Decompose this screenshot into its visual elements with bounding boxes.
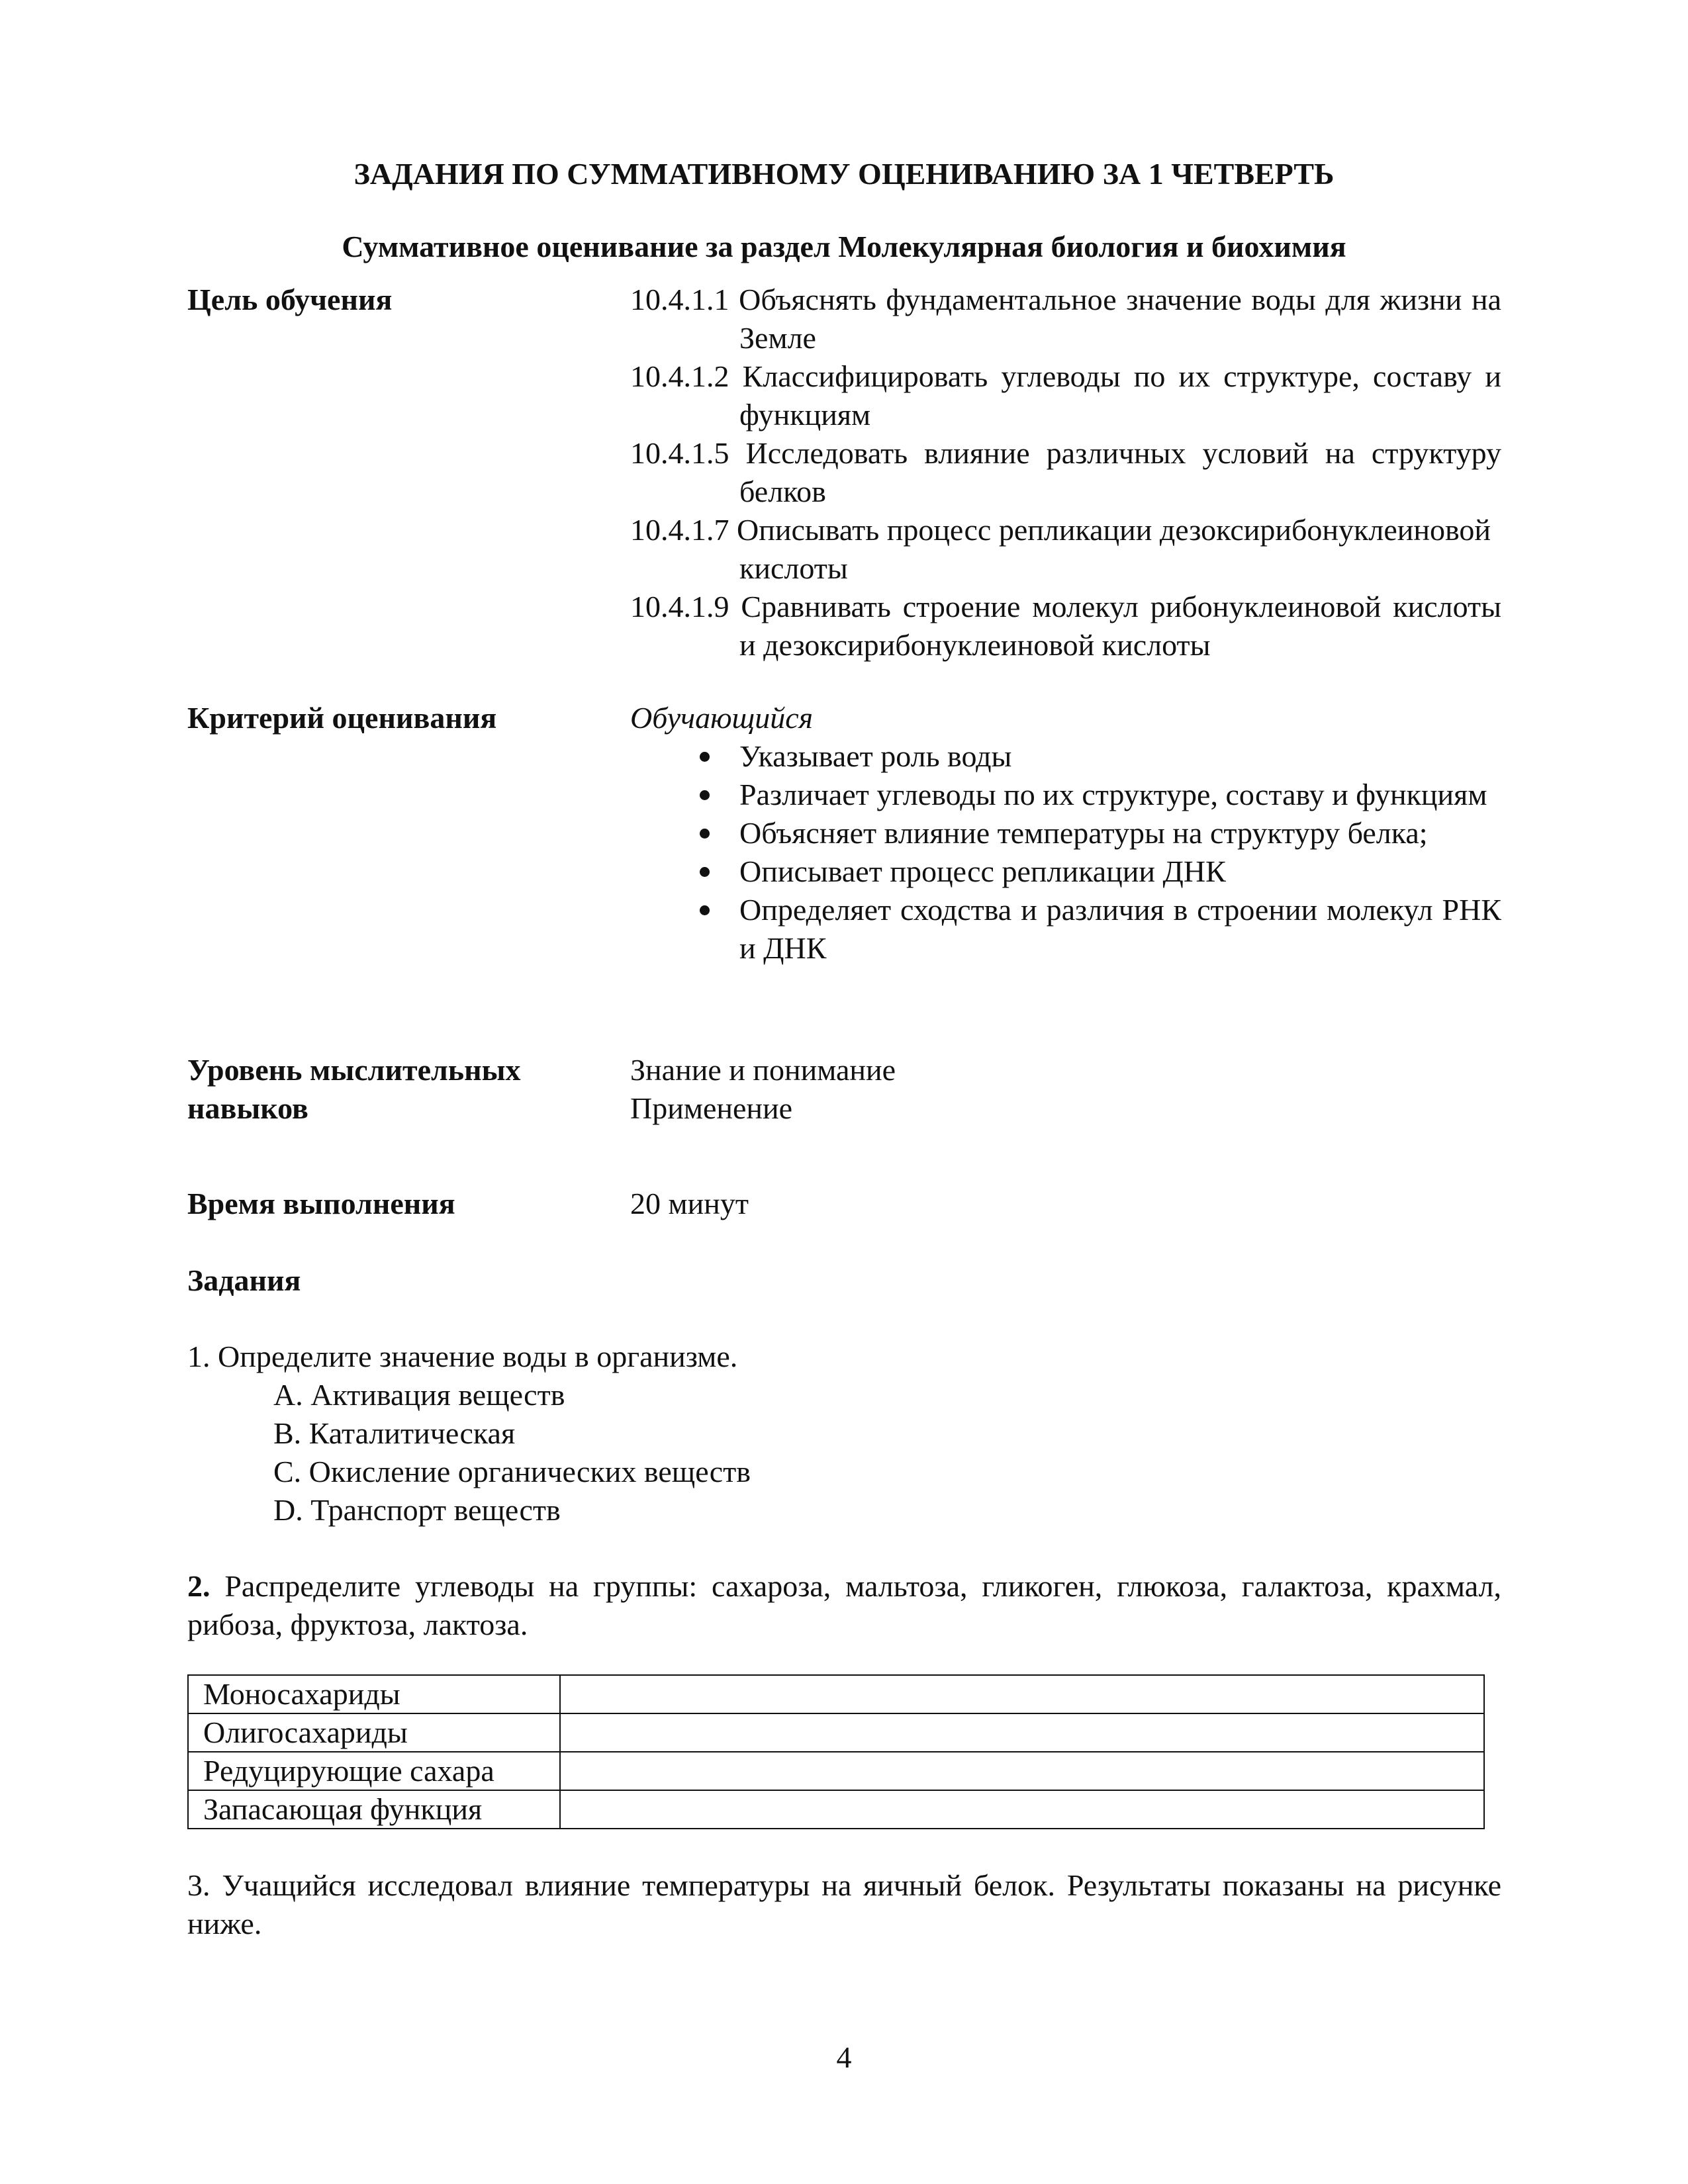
criteria-item bbox=[630, 776, 1501, 814]
bullet-icon bbox=[700, 752, 710, 762]
question-2 bbox=[187, 1567, 1501, 1644]
objectives-list bbox=[630, 281, 1501, 664]
skills-value: Знание и понимание bbox=[630, 1053, 896, 1087]
skills-values bbox=[630, 1051, 896, 1128]
criteria-label: Критерий оценивания bbox=[187, 701, 497, 735]
criteria-item bbox=[630, 737, 1501, 776]
criteria-item-text: Объясняет влияние температуры на структуру белка; bbox=[739, 816, 1428, 850]
criteria-item-text: Указывает роль воды bbox=[739, 739, 1012, 773]
table-row bbox=[188, 1752, 1484, 1790]
tasks-heading: Задания bbox=[187, 1263, 301, 1297]
objective-item: 10.4.1.5 Исследовать влияние различных условий на структуру белков bbox=[630, 436, 1501, 508]
question-2-text: Распределите углеводы на группы: сахароза, мальтоза, гликоген, глюкоза, галактоза, крахмал, рибоза, фруктоза, лактоза. bbox=[187, 1569, 1501, 1641]
time-value: 20 минут bbox=[630, 1187, 749, 1220]
skills-label-line: навыков bbox=[187, 1091, 308, 1125]
carbohydrate-table bbox=[187, 1674, 1485, 1829]
answer-option: B. Каталитическая bbox=[273, 1416, 516, 1450]
section-subtitle: Суммативное оценивание за раздел Молекулярная биология и биохимия bbox=[342, 230, 1346, 263]
objectives-label: Цель обучения bbox=[187, 283, 393, 316]
criteria-item-text: Определяет сходства и различия в строении молекул РНК и ДНК bbox=[739, 893, 1501, 965]
table-row bbox=[188, 1675, 1484, 1713]
answer-cell[interactable] bbox=[560, 1675, 1484, 1713]
answer-cell[interactable] bbox=[560, 1790, 1484, 1829]
objective-item: 10.4.1.7 Описывать процесс репликации дезоксирибонуклеиновой кислоты bbox=[630, 513, 1491, 585]
criteria-block bbox=[630, 699, 1501, 968]
answer-cell[interactable] bbox=[560, 1752, 1484, 1790]
bullet-icon bbox=[700, 790, 710, 800]
criteria-item-text: Различает углеводы по их структуре, составу и функциям bbox=[739, 778, 1487, 811]
table-row-label: Запасающая функция bbox=[188, 1790, 560, 1829]
objective-item: 10.4.1.2 Классифицировать углеводы по их структуре, составу и функциям bbox=[630, 359, 1501, 432]
table-row bbox=[188, 1790, 1484, 1829]
table-row-label: Моносахариды bbox=[188, 1675, 560, 1713]
table-row-label: Редуцирующие сахара bbox=[188, 1752, 560, 1790]
question-1: 1. Определите значение воды в организме. bbox=[187, 1340, 738, 1373]
criteria-item bbox=[630, 852, 1501, 891]
answer-option: A. Активация веществ bbox=[273, 1378, 565, 1412]
answer-option: C. Окисление органических веществ bbox=[273, 1455, 751, 1488]
answer-cell[interactable] bbox=[560, 1713, 1484, 1752]
objective-item: 10.4.1.1 Объяснять фундаментальное значение воды для жизни на Земле bbox=[630, 283, 1501, 355]
skills-value: Применение bbox=[630, 1091, 793, 1125]
criteria-item bbox=[630, 814, 1501, 852]
bullet-icon bbox=[700, 867, 710, 877]
skills-label-line: Уровень мыслительных bbox=[187, 1053, 521, 1087]
skills-label bbox=[187, 1051, 611, 1128]
criteria-item bbox=[630, 891, 1501, 968]
table-row bbox=[188, 1713, 1484, 1752]
criteria-lead: Обучающийся bbox=[630, 701, 814, 735]
criteria-item-text: Описывает процесс репликации ДНК bbox=[739, 854, 1226, 888]
question-1-options bbox=[273, 1376, 751, 1529]
page-title: ЗАДАНИЯ ПО СУММАТИВНОМУ ОЦЕНИВАНИЮ ЗА 1 ЧЕТВЕРТЬ bbox=[353, 157, 1335, 191]
table-row-label: Олигосахариды bbox=[188, 1713, 560, 1752]
bullet-icon bbox=[700, 905, 710, 915]
question-2-number: 2. bbox=[187, 1569, 211, 1603]
bullet-icon bbox=[700, 829, 710, 839]
answer-option: D. Транспорт веществ bbox=[273, 1493, 561, 1527]
time-label: Время выполнения bbox=[187, 1187, 455, 1220]
page-number: 4 bbox=[836, 2040, 852, 2074]
objective-item: 10.4.1.9 Сравнивать строение молекул рибонуклеиновой кислоты и дезоксирибонуклеиновой кислоты bbox=[630, 590, 1501, 662]
question-3: 3. Учащийся исследовал влияние температуры на яичный белок. Результаты показаны на рисунке ниже. bbox=[187, 1868, 1501, 1940]
criteria-list bbox=[630, 737, 1501, 968]
